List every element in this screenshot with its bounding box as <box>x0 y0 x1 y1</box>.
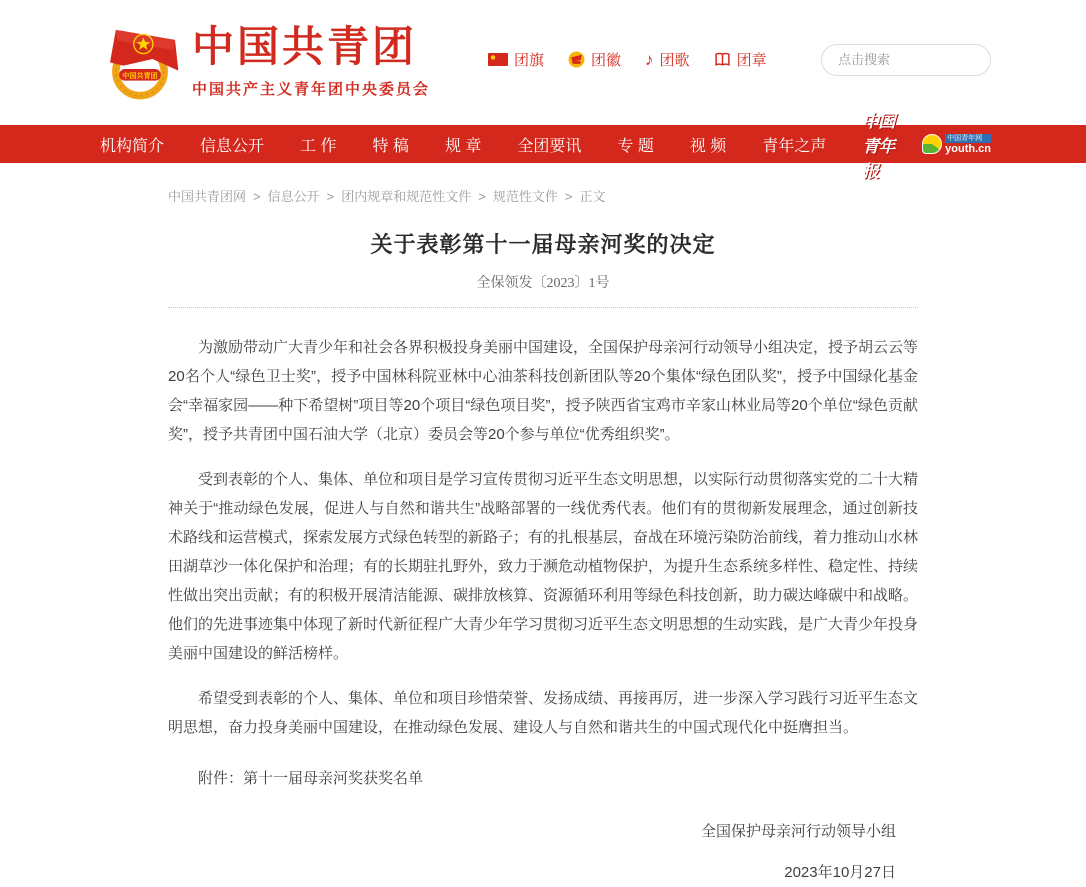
charter-book-icon <box>714 51 731 68</box>
youth-cn-logo[interactable] <box>922 134 991 155</box>
article-body <box>168 333 918 793</box>
youth-cn-swoosh-icon <box>922 134 942 154</box>
article-title: 关于表彰第十一届母亲河奖的决定 <box>370 232 716 257</box>
dotted-divider <box>168 307 918 308</box>
emblem-icon <box>568 51 585 68</box>
quicklink-label: 团章 <box>736 52 767 69</box>
youth-cn-url: youth.cn <box>945 142 991 155</box>
attachment-line: 附件：第十一届母亲河奖获奖名单 <box>198 770 424 787</box>
breadcrumb-info-disclosure[interactable]: 信息公开 <box>267 189 320 204</box>
nav-item-topics[interactable]: 专 题 <box>617 137 654 155</box>
site-title: 中国共青团 <box>192 24 418 71</box>
youth-cn-sublabel: 中国青年网 <box>945 134 991 143</box>
quicklink-label: 团歌 <box>659 52 690 69</box>
music-note-icon: ♪ <box>645 50 654 69</box>
quicklink-league-anthem[interactable] <box>645 49 690 70</box>
nav-item-youth-voice[interactable]: 青年之声 <box>762 137 827 155</box>
youth-league-emblem-logo <box>100 23 180 105</box>
nav-item-league-news[interactable]: 全团要讯 <box>517 137 582 155</box>
document-number: 全保领发〔2023〕1号 <box>476 276 610 291</box>
publish-date: 2023年10月27日 <box>784 864 896 881</box>
quicklink-league-charter[interactable] <box>714 49 767 70</box>
article-paragraph: 希望受到表彰的个人、集体、单位和项目珍惜荣誉、发扬成绩、再接再厉，进一步深入学习践行习近平生态文明思想，奋力投身美丽中国建设，在推动绿色发展、建设人与自然和谐共生的中国式现代化中挺膺担当。 <box>168 690 919 736</box>
flag-icon <box>488 52 508 67</box>
nav-item-work[interactable]: 工 作 <box>300 137 337 155</box>
search-input[interactable] <box>822 45 991 75</box>
signature-block <box>168 817 918 887</box>
brand-block <box>192 26 430 99</box>
nav-item-regulations[interactable]: 规 章 <box>444 137 482 155</box>
article-paragraph: 受到表彰的个人、集体、单位和项目是学习宣传贯彻习近平生态文明思想，以实际行动贯彻落实党的二十大精神关于“推动绿色发展，促进人与自然和谐共生”战略部署的一线优秀代表。他们有的贯彻新发展理念，通过创新技术路线和运营模式，探索发展方式绿色转型的新路子；有的扎根基层，奋战在环境污染防治前线，着力推动山水林田湖草沙一体化保护和治理；有的长期驻扎野外，致力于濒危动植物保护，为提升生态系统多样性、稳定性、持续性做出突出贡献；有的积极开展清洁能源、碳排放核算、资源循环利用等绿色科技创新，助力碳达峰碳中和战略。他们的先进事迹集中体现了新时代新征程广大青少年学习贯彻习近平生态文明思想的生动实践，是广大青少年投身美丽中国建设的鲜活榜样。 <box>168 471 919 662</box>
quicklink-label: 团旗 <box>514 52 545 69</box>
breadcrumb-normative-docs[interactable]: 规范性文件 <box>492 189 558 204</box>
china-youth-daily-logo[interactable]: 中国青年报 <box>862 111 895 181</box>
main-content <box>168 186 918 887</box>
quicklink-label: 团徽 <box>591 52 622 69</box>
article-paragraph: 为激励带动广大青少年和社会各界积极投身美丽中国建设，全国保护母亲河行动领导小组决定，授予胡云云等20名个人“绿色卫士奖”，授予中国林科院亚林中心油茶科技创新团队等20个集体“绿色团队奖”，授予中国绿化基金会“幸福家园——种下希望树”项目等20个项目“绿色项目奖”，授予陕西省宝鸡市辛家山林业局等20个单位“绿色贡献奖”，授予共青团中国石油大学（北京）委员会等20个参与单位“优秀组织奖”。 <box>168 339 919 443</box>
breadcrumb-separator: > <box>478 189 486 204</box>
search-box <box>821 44 991 76</box>
nav-item-video[interactable]: 视 频 <box>689 137 727 155</box>
partner-logos <box>862 107 991 182</box>
site-subtitle: 中国共产主义青年团中央委员会 <box>192 81 431 99</box>
nav-item-features[interactable]: 特 稿 <box>372 137 409 155</box>
breadcrumb-separator: > <box>253 189 261 204</box>
breadcrumb <box>168 186 918 205</box>
breadcrumb-separator: > <box>326 189 335 204</box>
nav-item-info-disclosure[interactable]: 信息公开 <box>200 137 265 155</box>
breadcrumb-regulatory-docs[interactable]: 团内规章和规范性文件 <box>341 189 472 204</box>
main-nav <box>0 111 1086 181</box>
nav-item-about[interactable]: 机构简介 <box>100 137 165 155</box>
svg-text:中国共青团: 中国共青团 <box>122 71 158 80</box>
quick-links <box>488 49 767 70</box>
issuing-authority: 全国保护母亲河行动领导小组 <box>700 823 896 840</box>
quicklink-league-flag[interactable] <box>488 49 544 70</box>
breadcrumb-current-page: 正文 <box>579 189 606 204</box>
breadcrumb-home[interactable]: 中国共青团网 <box>168 189 247 204</box>
breadcrumb-separator: > <box>564 189 573 204</box>
quicklink-league-emblem[interactable] <box>568 49 621 70</box>
